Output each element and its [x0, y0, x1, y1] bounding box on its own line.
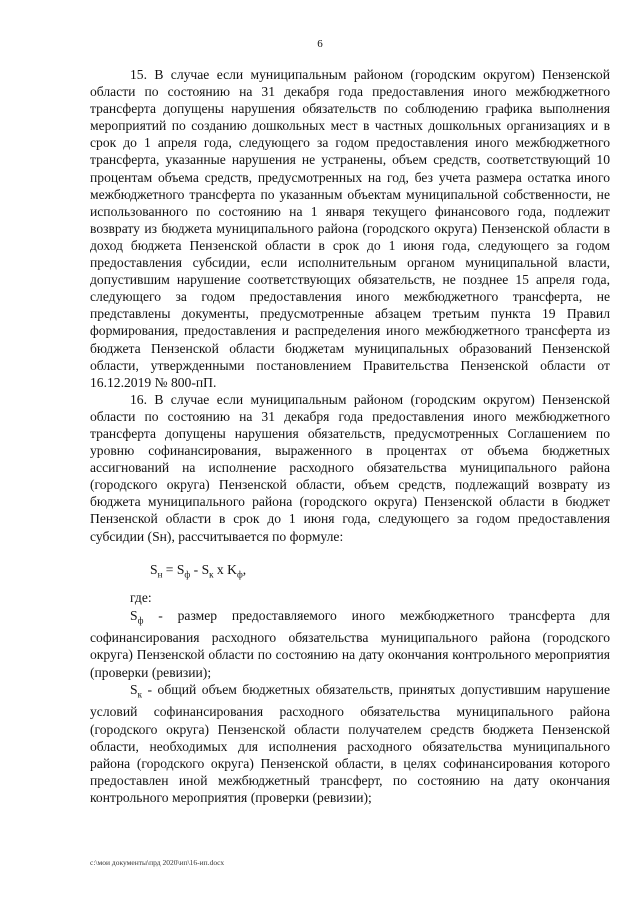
formula-term-1: S: [176, 561, 185, 577]
where-label: где:: [130, 590, 152, 606]
file-path-footer: c:\мои документы\прд 2020\ип\16-ип.docx: [90, 858, 225, 867]
formula-times: x: [213, 561, 228, 577]
definition-s-f-sub: ф: [137, 615, 144, 626]
formula-lhs-sub: н: [157, 569, 163, 580]
formula-equals: =: [162, 561, 177, 577]
definition-s-k-text: - общий объем бюджетных обязательств, принятых допустившим нарушение условий софинансирования расходного обязательства муниципального района (городского округа) Пензенской области получателем средств бюджета Пензенской области, необходимых для исполнения расходного обязательства муниципального района (городского округа) Пензенской области, в целях софинансирования которого предоставлен иной межбюджетный трансферт, по состоянию на дату окончания контрольного мероприятия (проверки (ревизии);: [90, 681, 610, 805]
formula-term-2-sub: к: [209, 569, 214, 580]
definition-s-f-text: - размер предоставляемого иного межбюджетного трансферта для софинансирования расходного обязательства муниципального района (городского округа) Пензенской области по состоянию на дату окончания контрольного мероприятия (проверки (ревизии);: [90, 607, 610, 680]
formula-end: ,: [242, 561, 247, 577]
paragraph-15: 15. В случае если муниципальным районом (городским округом) Пензенской области по состоянию на 31 декабря года предоставления иного межбюджетного трансферта допущены нарушения обязательств по соблюдению графика выполнения мероприятий по созданию дошкольных мест в частных дошкольных организациях и в срок до 1 апреля года, следующего за годом предоставления иного межбюджетного трансферта, указанные нарушения не устранены, объем средств, соответствующий 10 процентам объема средств, предусмотренных на год, без учета размера остатка иного межбюджетного трансферта по указанным объектам муниципальной собственности, не использованного по состоянию на 1 января текущего финансового года, подлежит возврату из бюджета муниципального района (городского округа) Пензенской области в доход бюджета Пензенской области в срок до 1 июня года, следующего за годом предоставления субсидии, если исполнительным органом муниципальной власти, допустившим нарушение соответствующих обязательств, не позднее 15 апреля года, следующего за годом предоставления иного межбюджетного трансферта, не представлены документы, предусмотренные абзацем третьим пункта 19 Правил формирования, предоставления и распределения иного межбюджетного трансферта из бюджета Пензенской области бюджетам муниципальных образований Пензенской области, утвержденными постановлением Правительства Пензенской области от 16.12.2019 № 800-пП.: [90, 67, 610, 390]
document-body: [90, 66, 610, 806]
page-number: 6: [317, 38, 323, 50]
definition-s-f-symbol: S: [130, 607, 138, 623]
formula-lhs: S: [150, 561, 158, 577]
formula-minus: -: [190, 561, 202, 577]
formula-term-1-sub: ф: [184, 569, 191, 580]
formula-term-3-sub: ф: [236, 569, 243, 580]
formula: [90, 561, 610, 584]
definition-s-k: [90, 681, 610, 806]
definition-s-f: [90, 607, 610, 681]
formula-term-3: K: [227, 561, 237, 577]
definition-s-k-symbol: S: [130, 681, 138, 697]
formula-term-2: S: [201, 561, 210, 577]
paragraph-16: 16. В случае если муниципальным районом (городским округом) Пензенской области по состоянию на 31 декабря года предоставления иного межбюджетного трансферта допущены нарушения обязательств, предусмотренных Соглашением по уровню софинансирования, выраженного в процентах от объема бюджетных ассигнований на исполнение расходного обязательства муниципального района (городского округа) Пензенской области, объем средств, подлежащий возврату из бюджета муниципального района (городского округа) Пензенской области в бюджет Пензенской области в срок до 1 июня года, следующего за годом предоставления субсидии (Sн), рассчитывается по формуле:: [90, 391, 610, 544]
definition-s-k-sub: к: [137, 689, 142, 700]
